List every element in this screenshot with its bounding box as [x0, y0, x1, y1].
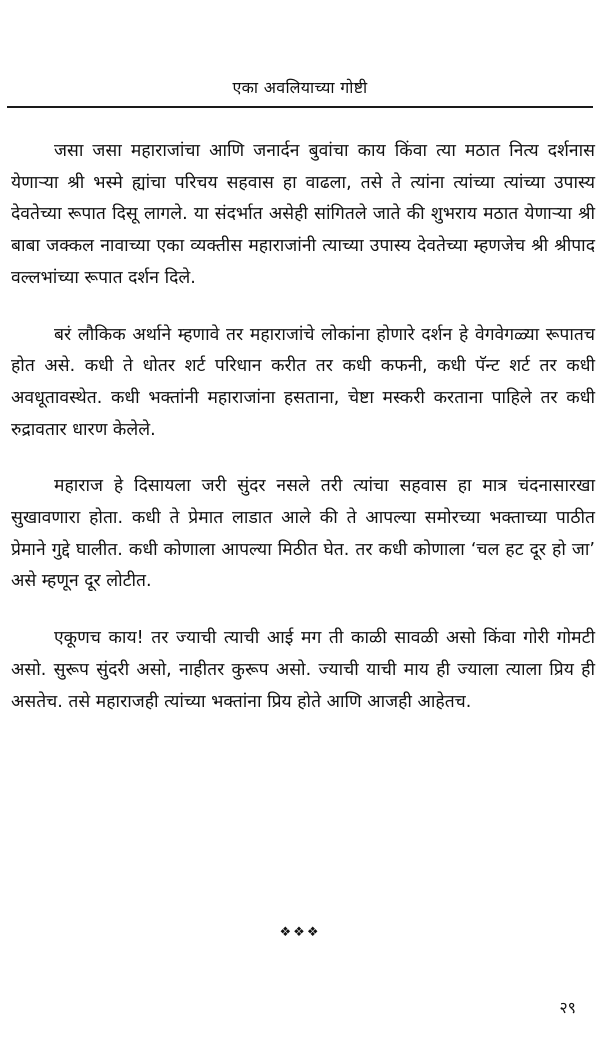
running-head-title: एका अवलियाच्या गोष्टी	[232, 78, 368, 97]
paragraph-2: बरं लौकिक अर्थाने म्हणावे तर महाराजांचे लोकांना होणारे दर्शन हे वेगवेगळ्या रूपातच होत असे. कधी ते धोतर शर्ट परिधान करीत तर कधी कफनी, कधी पॅन्ट शर्ट तर कधी अवधूतावस्थेत. कधी भक्तांनी महाराजांना हसताना, चेष्टा मस्करी करताना पाहिले तर कधी रुद्रावतार धारण केलेले.	[11, 324, 595, 440]
section-end-ornament: ❖❖❖	[279, 925, 321, 940]
paragraph-4: एकूणच काय! तर ज्याची त्याची आई मग ती काळी सावळी असो किंवा गोरी गोमटी असो. सुरूप सुंदरी असो, नाहीतर कुरूप असो. ज्याची याची माय ही ज्याला त्याला प्रिय ही असतेच. तसे महाराजही त्यांच्या भक्तांना प्रिय होते आणि आजही आहेतच.	[11, 628, 595, 712]
paragraph-3: महाराज हे दिसायला जरी सुंदर नसले तरी त्यांचा सहवास हा मात्र चंदनासारखा सुखावणारा होता. कधी ते प्रेमात लाडात आले की ते आपल्या समोरच्या भक्ताच्या पाठीत प्रेमाने गुद्दे घालीत. कधी कोणाला आपल्या मिठीत घेत. तर कधी कोणाला ‘चल हट दूर हो जा’ असे म्हणून दूर लोटीत.	[11, 476, 595, 592]
header-rule-divider	[7, 106, 593, 108]
paragraph-1: जसा जसा महाराजांचा आणि जनार्दन बुवांचा काय किंवा त्या मठात नित्य दर्शनास येणाऱ्या श्री भस्मे ह्यांचा परिचय सहवास हा वाढला, तसे ते त्यांना त्यांच्या त्यांच्या उपास्य देवतेच्या रूपात दिसू लागले. या संदर्भात असेही सांगितले जाते की शुभराय मठात येणाऱ्या श्री बाबा जक्कल नावाच्या एका व्यक्तीस महाराजांनी त्याच्या उपास्य देवतेच्या म्हणजेच श्री श्रीपाद वल्लभांच्या रूपात दर्शन दिले.	[11, 141, 595, 288]
page-number: २९	[559, 998, 576, 1017]
body-text	[11, 136, 595, 743]
